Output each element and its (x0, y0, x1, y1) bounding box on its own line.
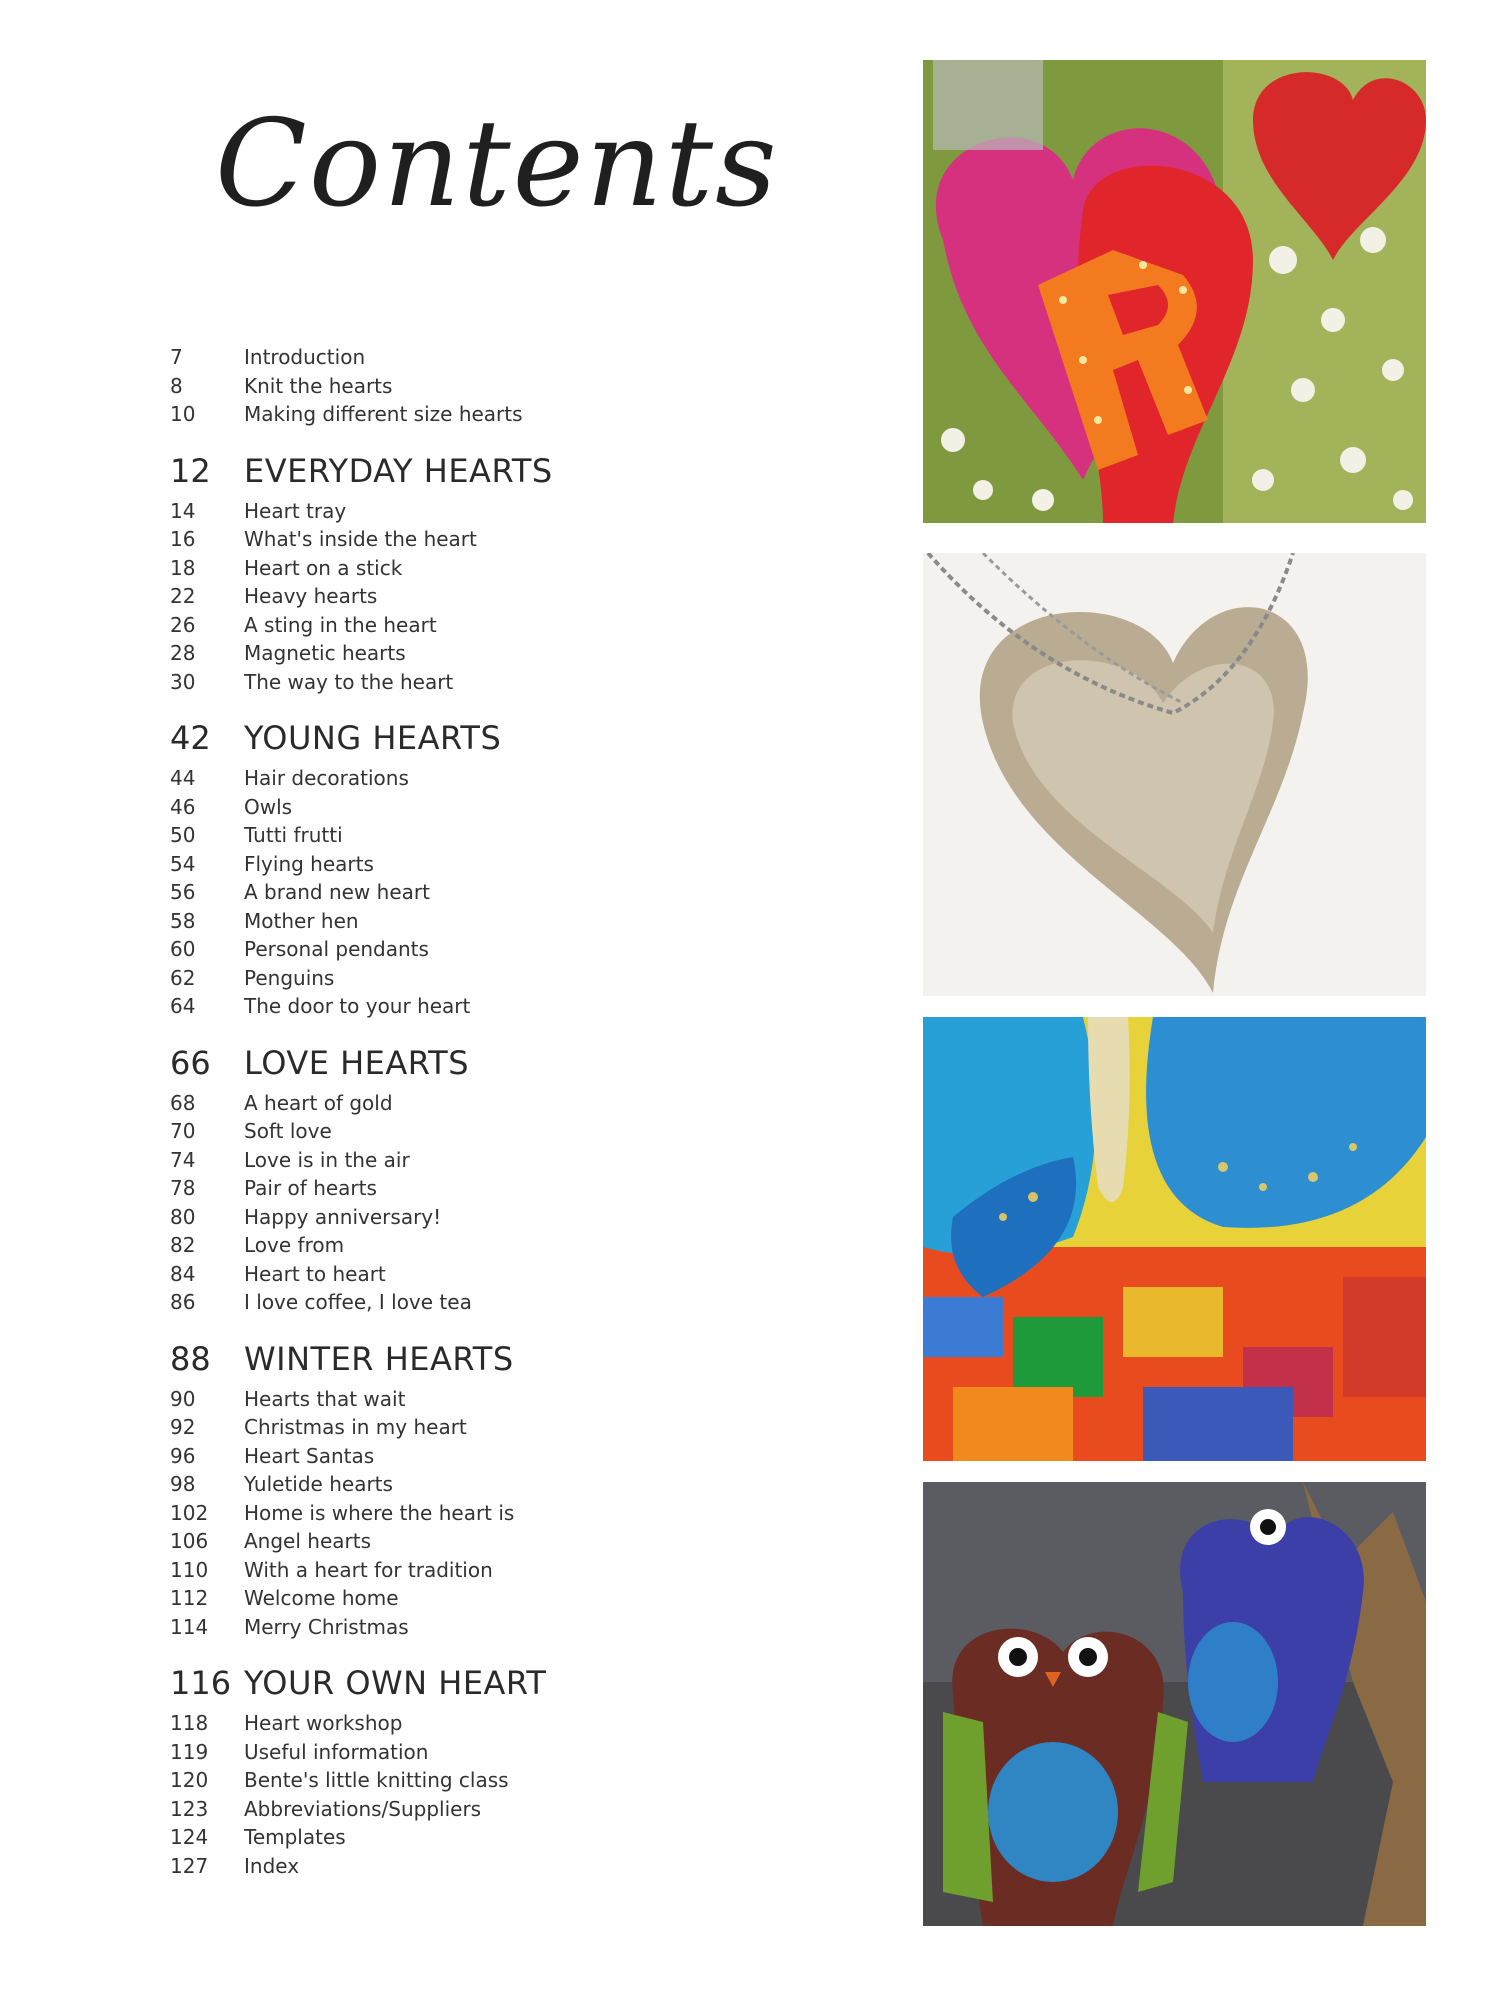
entry-title: LOVE HEARTS (244, 1043, 470, 1082)
toc-entry (170, 343, 730, 372)
page-number: 78 (170, 1176, 196, 1200)
entry-title: Christmas in my heart (244, 1415, 467, 1439)
toc-entry (170, 668, 730, 697)
entry-title: Heart workshop (244, 1711, 403, 1735)
entry-title: Templates (244, 1825, 346, 1849)
entry-title: Penguins (244, 965, 335, 990)
entry-title: Love is in the air (244, 1147, 410, 1172)
entry-title: The door to your heart (244, 994, 471, 1018)
page-number: 8 (170, 373, 183, 398)
page-number: 10 (170, 402, 196, 426)
page-number: 58 (170, 908, 196, 933)
entry-title: Bente's little knitting class (244, 1768, 509, 1792)
page-number: 120 (170, 1768, 209, 1792)
toc-entry (170, 1613, 730, 1642)
entry-title: Home is where the heart is (244, 1500, 515, 1525)
page-number: 92 (170, 1415, 196, 1439)
page-number: 112 (170, 1586, 209, 1610)
toc-entry (170, 582, 730, 611)
entry-title: A heart of gold (244, 1090, 393, 1115)
toc-entry (170, 1413, 730, 1442)
entry-title: Happy anniversary! (244, 1204, 442, 1229)
page-number: 42 (170, 719, 211, 757)
entry-title: Hair decorations (244, 766, 409, 790)
page-number: 30 (170, 669, 196, 694)
entry-title: Owls (244, 794, 293, 819)
entry-title: Personal pendants (244, 937, 429, 961)
section-heading (170, 1663, 730, 1703)
entry-title: Love from (244, 1233, 345, 1257)
section-heading (170, 718, 730, 758)
page-number: 82 (170, 1233, 196, 1257)
toc-entry (170, 497, 730, 526)
page-number: 7 (170, 345, 183, 369)
photo-silver-heart (923, 553, 1426, 996)
page-number: 98 (170, 1472, 196, 1496)
toc-entry (170, 554, 730, 583)
page-number: 50 (170, 823, 196, 847)
page-number: 86 (170, 1290, 196, 1314)
entry-title: Heart on a stick (244, 555, 403, 580)
page-number: 123 (170, 1796, 209, 1821)
toc-entry (170, 793, 730, 822)
photo-hearts-letter-r (923, 60, 1426, 523)
toc-entry (170, 1795, 730, 1824)
page-number: 16 (170, 527, 196, 551)
photo-owls (923, 1482, 1426, 1926)
photo-butterfly (923, 1017, 1426, 1461)
toc-entry (170, 821, 730, 850)
page-number: 28 (170, 641, 196, 665)
entry-title: With a heart for tradition (244, 1557, 493, 1582)
page-number: 118 (170, 1711, 209, 1735)
page-number: 114 (170, 1614, 209, 1639)
entry-title: Flying hearts (244, 851, 374, 876)
entry-title: Angel hearts (244, 1529, 371, 1553)
page-number: 68 (170, 1090, 196, 1115)
entry-title: Soft love (244, 1119, 332, 1143)
page-number: 56 (170, 880, 196, 904)
toc-entry (170, 1766, 730, 1795)
entry-title: Abbreviations/Suppliers (244, 1796, 482, 1821)
toc-entry (170, 1089, 730, 1118)
toc-entry (170, 1852, 730, 1881)
entry-title: Useful information (244, 1739, 429, 1764)
page-number: 119 (170, 1739, 209, 1764)
toc-entry (170, 1442, 730, 1471)
table-of-contents (170, 343, 730, 1880)
page-number: 106 (170, 1529, 209, 1553)
entry-title: Mother hen (244, 908, 359, 933)
entry-title: YOUNG HEARTS (244, 719, 502, 757)
page-number: 80 (170, 1204, 196, 1229)
toc-entry (170, 1385, 730, 1414)
toc-entry (170, 1174, 730, 1203)
toc-entry (170, 1117, 730, 1146)
entry-title: Yuletide hearts (244, 1472, 393, 1496)
page-number: 12 (170, 451, 211, 490)
toc-entry (170, 878, 730, 907)
toc-entry (170, 1203, 730, 1232)
entry-title: Introduction (244, 345, 366, 369)
page-number: 88 (170, 1339, 211, 1378)
toc-entry (170, 1260, 730, 1289)
page-number: 90 (170, 1386, 196, 1411)
entry-title: Making different size hearts (244, 402, 523, 426)
section-heading (170, 451, 730, 491)
page-number: 64 (170, 994, 196, 1018)
page-number: 66 (170, 1043, 211, 1082)
toc-entry (170, 964, 730, 993)
toc-entry (170, 1288, 730, 1317)
entry-title: Knit the hearts (244, 373, 393, 398)
page-number: 74 (170, 1147, 196, 1172)
toc-entry (170, 1146, 730, 1175)
page-number: 46 (170, 794, 196, 819)
entry-title: Merry Christmas (244, 1614, 409, 1639)
entry-title: EVERYDAY HEARTS (244, 451, 553, 490)
page-number: 116 (170, 1664, 232, 1702)
toc-entry (170, 1470, 730, 1499)
entry-title: YOUR OWN HEART (244, 1664, 547, 1702)
toc-entry (170, 372, 730, 401)
toc-entry (170, 907, 730, 936)
entry-title: Heavy hearts (244, 584, 378, 608)
page-number: 124 (170, 1825, 209, 1849)
page-number: 96 (170, 1443, 196, 1468)
entry-title: What's inside the heart (244, 527, 477, 551)
toc-entry (170, 992, 730, 1021)
toc-entry (170, 1738, 730, 1767)
entry-title: Hearts that wait (244, 1386, 406, 1411)
page-number: 44 (170, 766, 196, 790)
section-heading (170, 1043, 730, 1083)
entry-title: Heart Santas (244, 1443, 375, 1468)
page-number: 102 (170, 1500, 209, 1525)
page-number: 22 (170, 584, 196, 608)
page-number: 70 (170, 1119, 196, 1143)
toc-entry (170, 525, 730, 554)
toc-entry (170, 850, 730, 879)
entry-title: Heart to heart (244, 1261, 386, 1286)
entry-title: WINTER HEARTS (244, 1339, 514, 1378)
entry-title: Magnetic hearts (244, 641, 406, 665)
entry-title: A brand new heart (244, 880, 430, 904)
entry-title: A sting in the heart (244, 612, 437, 637)
toc-entry (170, 764, 730, 793)
page-title: Contents (215, 95, 779, 234)
toc-entry (170, 1231, 730, 1260)
page-number: 60 (170, 937, 196, 961)
toc-entry (170, 1709, 730, 1738)
toc-entry (170, 1556, 730, 1585)
entry-title: Index (244, 1853, 300, 1878)
page-number: 62 (170, 965, 196, 990)
page-number: 26 (170, 612, 196, 637)
toc-entry (170, 1823, 730, 1852)
toc-entry (170, 935, 730, 964)
section-heading (170, 1339, 730, 1379)
page-number: 14 (170, 498, 196, 523)
toc-entry (170, 1527, 730, 1556)
toc-entry (170, 1584, 730, 1613)
toc-entry (170, 400, 730, 429)
entry-title: The way to the heart (244, 669, 454, 694)
page-number: 54 (170, 851, 196, 876)
entry-title: I love coffee, I love tea (244, 1290, 472, 1314)
page-number: 110 (170, 1557, 209, 1582)
entry-title: Welcome home (244, 1586, 399, 1610)
page-number: 127 (170, 1853, 209, 1878)
entry-title: Pair of hearts (244, 1176, 377, 1200)
entry-title: Heart tray (244, 498, 347, 523)
page-number: 84 (170, 1261, 196, 1286)
page-number: 18 (170, 555, 196, 580)
toc-entry (170, 1499, 730, 1528)
entry-title: Tutti frutti (244, 823, 343, 847)
toc-entry (170, 639, 730, 668)
toc-entry (170, 611, 730, 640)
